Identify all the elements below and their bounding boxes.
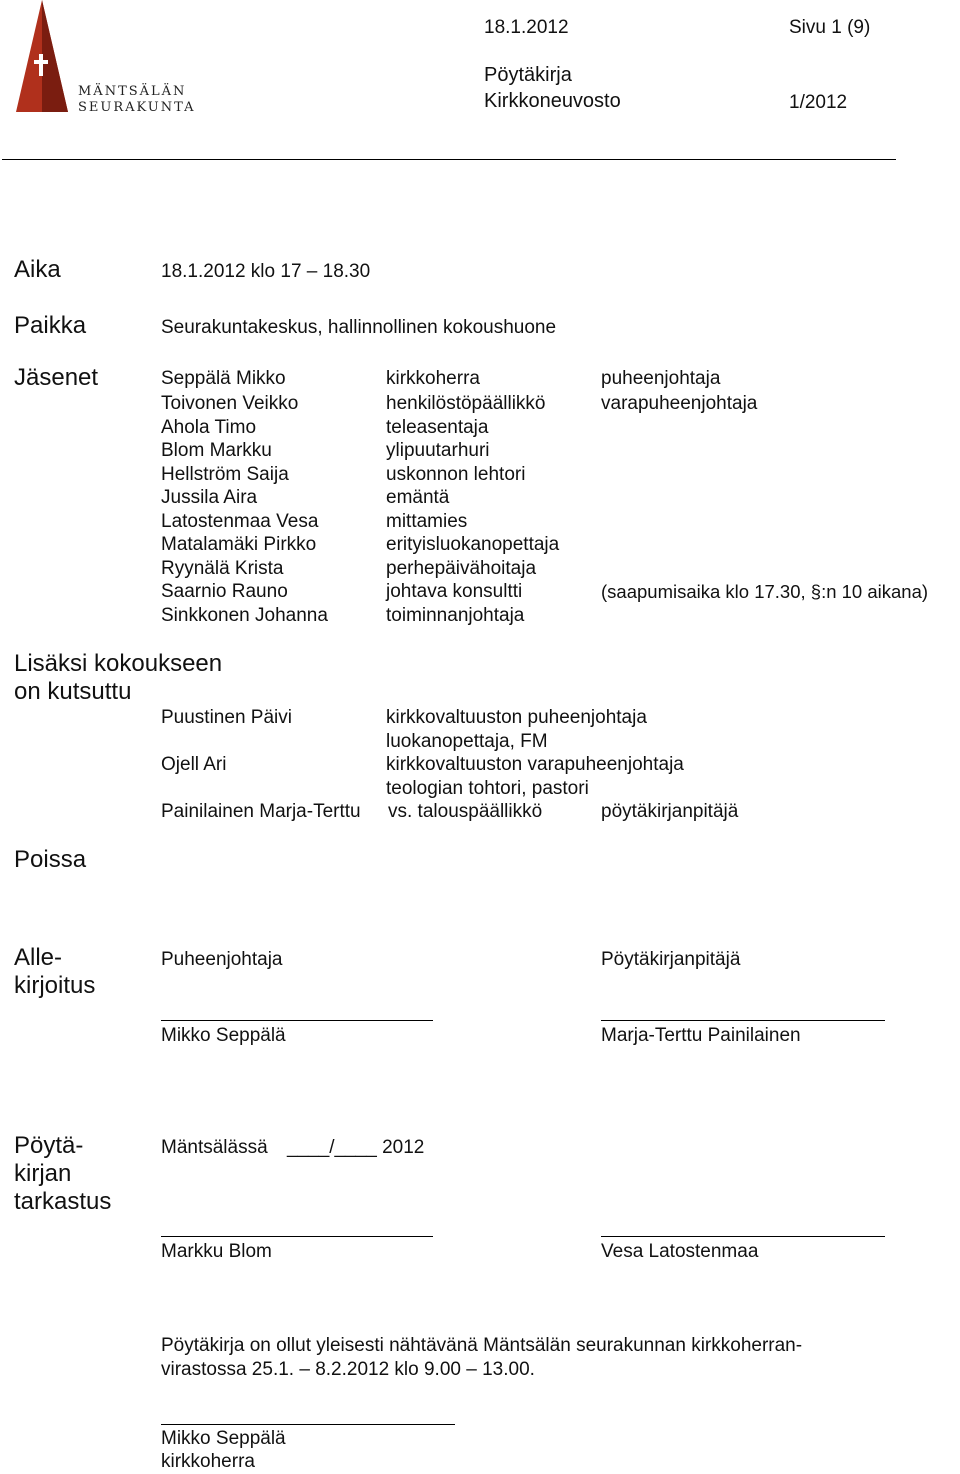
aika-value: 18.1.2012 klo 17 – 18.30 xyxy=(161,261,371,282)
lisaksi-label-line2: on kutsuttu xyxy=(14,678,132,705)
jasenet-label: Jäsenet xyxy=(14,364,99,391)
church-logo xyxy=(12,0,196,118)
signature-line-chair xyxy=(161,1020,433,1021)
allekirjoitus-label-line1: Alle- xyxy=(14,944,63,971)
signature-line-checker1 xyxy=(161,1236,433,1237)
lisaksi-label-line1: Lisäksi kokoukseen xyxy=(14,650,223,677)
member-title: johtava konsultti xyxy=(386,581,523,602)
signature-line-vicar xyxy=(161,1424,455,1425)
signature-role-chair: Puheenjohtaja xyxy=(161,949,283,970)
poissa-label: Poissa xyxy=(14,846,87,873)
invitee-name: Painilainen Marja-Terttu xyxy=(161,801,361,822)
member-title: erityisluokanopettaja xyxy=(386,534,560,555)
paikka-label: Paikka xyxy=(14,312,87,339)
nahtavana-text-line1: Pöytäkirja on ollut yleisesti nähtävänä Mäntsälän seurakunnan kirkkoherran- xyxy=(161,1335,803,1356)
member-name: Saarnio Rauno xyxy=(161,581,288,602)
invitee-title: kirkkovaltuuston varapuheenjohtaja xyxy=(386,754,684,775)
member-title: ylipuutarhuri xyxy=(386,440,490,461)
allekirjoitus-label-line2: kirjoitus xyxy=(14,972,96,999)
doc-number: 1/2012 xyxy=(789,92,848,113)
tarkastus-label-line2: kirjan xyxy=(14,1160,72,1187)
signature-line-checker2 xyxy=(601,1236,885,1237)
invitee-name: Puustinen Päivi xyxy=(161,707,292,728)
checker2-name: Vesa Latostenmaa xyxy=(601,1241,759,1262)
doc-body: Kirkkoneuvosto xyxy=(484,90,621,112)
aika-label: Aika xyxy=(14,256,61,283)
invitee-title: teologian tohtori, pastori xyxy=(386,777,589,799)
signature-role-secretary: Pöytäkirjanpitäjä xyxy=(601,949,741,970)
member-name: Latostenmaa Vesa xyxy=(161,510,319,532)
checker1-name: Markku Blom xyxy=(161,1241,272,1262)
invitee-title: kirkkovaltuuston puheenjohtaja xyxy=(386,707,647,728)
member-title: emäntä xyxy=(386,487,450,508)
signature-name-secretary: Marja-Terttu Painilainen xyxy=(601,1025,801,1046)
member-title: henkilöstöpäällikkö xyxy=(386,393,546,414)
member-title: teleasentaja xyxy=(386,416,489,438)
signature-name-chair: Mikko Seppälä xyxy=(161,1025,286,1046)
nahtavana-text-line2: virastossa 25.1. – 8.2.2012 klo 9.00 – 13.00. xyxy=(161,1358,535,1380)
invitee-title: vs. talouspäällikkö xyxy=(388,801,543,822)
tarkastus-label-line1: Pöytä- xyxy=(14,1132,84,1159)
page-number: Sivu 1 (9) xyxy=(789,17,871,38)
paikka-value: Seurakuntakeskus, hallinnollinen kokoushuone xyxy=(161,317,557,338)
logo-line1: MÄNTSÄLÄN xyxy=(78,84,187,99)
tarkastus-label-line3: tarkastus xyxy=(14,1188,112,1215)
doc-type: Pöytäkirja xyxy=(484,64,572,86)
member-title: uskonnon lehtori xyxy=(386,463,526,485)
header-date: 18.1.2012 xyxy=(484,17,569,38)
member-title: kirkkoherra xyxy=(386,368,480,389)
member-title: toiminnanjohtaja xyxy=(386,604,525,626)
member-name: Sinkkonen Johanna xyxy=(161,604,328,626)
member-role: puheenjohtaja xyxy=(601,368,721,389)
member-name: Blom Markku xyxy=(161,440,272,461)
invitee-name: Ojell Ari xyxy=(161,754,227,775)
member-name: Jussila Aira xyxy=(161,487,258,508)
member-name: Matalamäki Pirkko xyxy=(161,534,317,555)
vicar-name: Mikko Seppälä xyxy=(161,1428,286,1449)
header-divider xyxy=(2,159,896,160)
member-name: Toivonen Veikko xyxy=(161,393,299,414)
invitee-title: luokanopettaja, FM xyxy=(386,730,548,752)
member-title: mittamies xyxy=(386,510,468,532)
member-title: perhepäivähoitaja xyxy=(386,557,537,579)
tarkastus-place: Mäntsälässä xyxy=(161,1137,268,1158)
vicar-title: kirkkoherra xyxy=(161,1451,255,1472)
member-name: Seppälä Mikko xyxy=(161,368,286,389)
signature-line-secretary xyxy=(601,1020,885,1021)
member-role-note: (saapumisaika klo 17.30, §:n 10 aikana) xyxy=(601,581,929,602)
member-role: varapuheenjohtaja xyxy=(601,393,758,414)
logo-line2: SEURAKUNTA xyxy=(78,100,196,115)
church-spire-icon xyxy=(12,0,72,115)
member-name: Hellström Saija xyxy=(161,463,289,485)
tarkastus-date: ____/____ 2012 xyxy=(287,1137,425,1158)
member-name: Ahola Timo xyxy=(161,416,257,438)
member-name: Ryynälä Krista xyxy=(161,557,284,579)
invitee-role: pöytäkirjanpitäjä xyxy=(601,801,739,822)
